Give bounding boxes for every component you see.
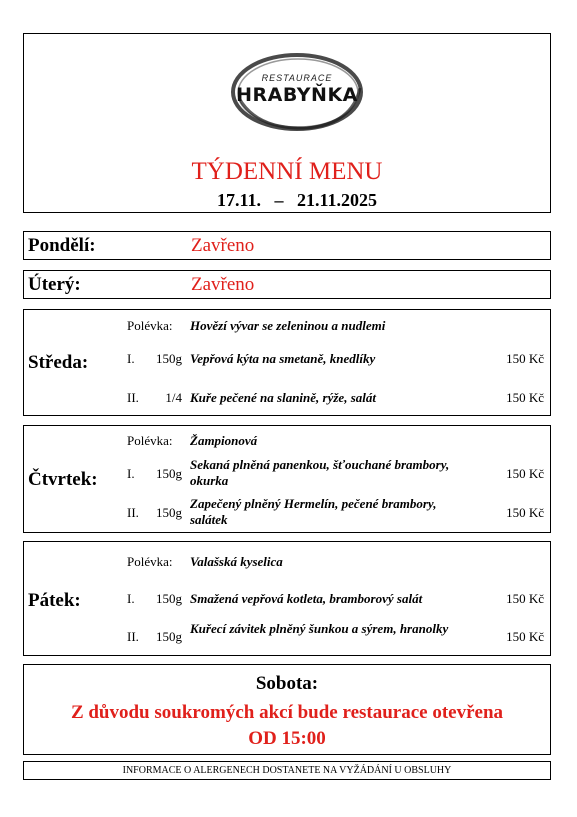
dish-quantity: 150g <box>156 505 182 520</box>
day-name: Středa: <box>28 352 89 373</box>
day-row-thursday <box>23 425 551 533</box>
saturday-message <box>24 700 550 752</box>
day-name: Úterý: <box>28 274 81 295</box>
dish-quantity: 150g <box>156 351 182 366</box>
dish-number: I. <box>127 466 135 481</box>
dish-price: 150 Kč <box>506 505 544 520</box>
saturday-opening-time: OD 15:00 <box>248 728 326 749</box>
day-row-friday <box>23 541 551 656</box>
soup-name: Hovězí vývar se zeleninou a nudlemi <box>190 318 386 333</box>
day-row-wednesday <box>23 309 551 416</box>
dish-quantity: 150g <box>156 466 182 481</box>
day-name: Čtvrtek: <box>28 469 98 490</box>
menu-header <box>23 33 551 213</box>
day-status: Zavřeno <box>191 235 255 256</box>
dish-quantity: 1/4 <box>165 390 182 405</box>
dish-name: Vepřová kýta na smetaně, knedlíky <box>190 351 376 366</box>
menu-dates: 17.11. – 21.11.2025 <box>216 190 377 210</box>
dish-quantity: 150g <box>156 591 182 606</box>
allergen-info <box>23 761 551 780</box>
allergen-info-text: INFORMACE O ALERGENECH DOSTANETE NA VYŽÁDÁNÍ U OBSLUHY <box>122 765 452 776</box>
day-status: Zavřeno <box>191 274 255 295</box>
dish-price: 150 Kč <box>506 466 544 481</box>
dish-number: II. <box>127 390 139 405</box>
saturday-message-line: Z důvodu soukromých akcí bude restaurace otevřena <box>70 702 504 723</box>
logo-name: HRABYŇKA <box>236 84 358 106</box>
dish-name: Sekaná plněná panenkou, šťouchané brambory, okurka <box>190 457 450 488</box>
soup-name: Žampionová <box>190 433 258 448</box>
saturday-title: Sobota: <box>255 673 319 694</box>
dish-number: I. <box>127 591 135 606</box>
day-row-tuesday <box>23 270 551 299</box>
dish-name: Smažená vepřová kotleta, bramborový salát <box>190 591 423 606</box>
day-row-monday <box>23 231 551 260</box>
saturday-notice <box>23 664 551 755</box>
soup-label: Polévka: <box>127 433 173 448</box>
dish-name: Kuřecí závitek plněný šunkou a sýrem, hranolky <box>190 621 449 636</box>
dish-number: II. <box>127 629 139 644</box>
dish-price: 150 Kč <box>506 390 544 405</box>
dish-number: I. <box>127 351 135 366</box>
soup-label: Polévka: <box>127 554 173 569</box>
dish-number: II. <box>127 505 139 520</box>
dish-name: Kuře pečené na slanině, rýže, salát <box>190 390 376 405</box>
dish-price: 150 Kč <box>506 629 544 644</box>
dish-quantity: 150g <box>156 629 182 644</box>
soup-name: Valašská kyselica <box>190 554 283 569</box>
day-name: Pátek: <box>28 590 81 611</box>
restaurant-logo <box>227 48 367 136</box>
logo-subtitle: RESTAURACE <box>261 73 333 83</box>
day-name: Pondělí: <box>28 235 96 256</box>
soup-label: Polévka: <box>127 318 173 333</box>
dish-name: Zapečený plněný Hermelín, pečené brambory, salátek <box>190 496 437 527</box>
dish-price: 150 Kč <box>506 351 544 366</box>
dish-price: 150 Kč <box>506 591 544 606</box>
menu-title: TÝDENNÍ MENU <box>191 158 383 185</box>
